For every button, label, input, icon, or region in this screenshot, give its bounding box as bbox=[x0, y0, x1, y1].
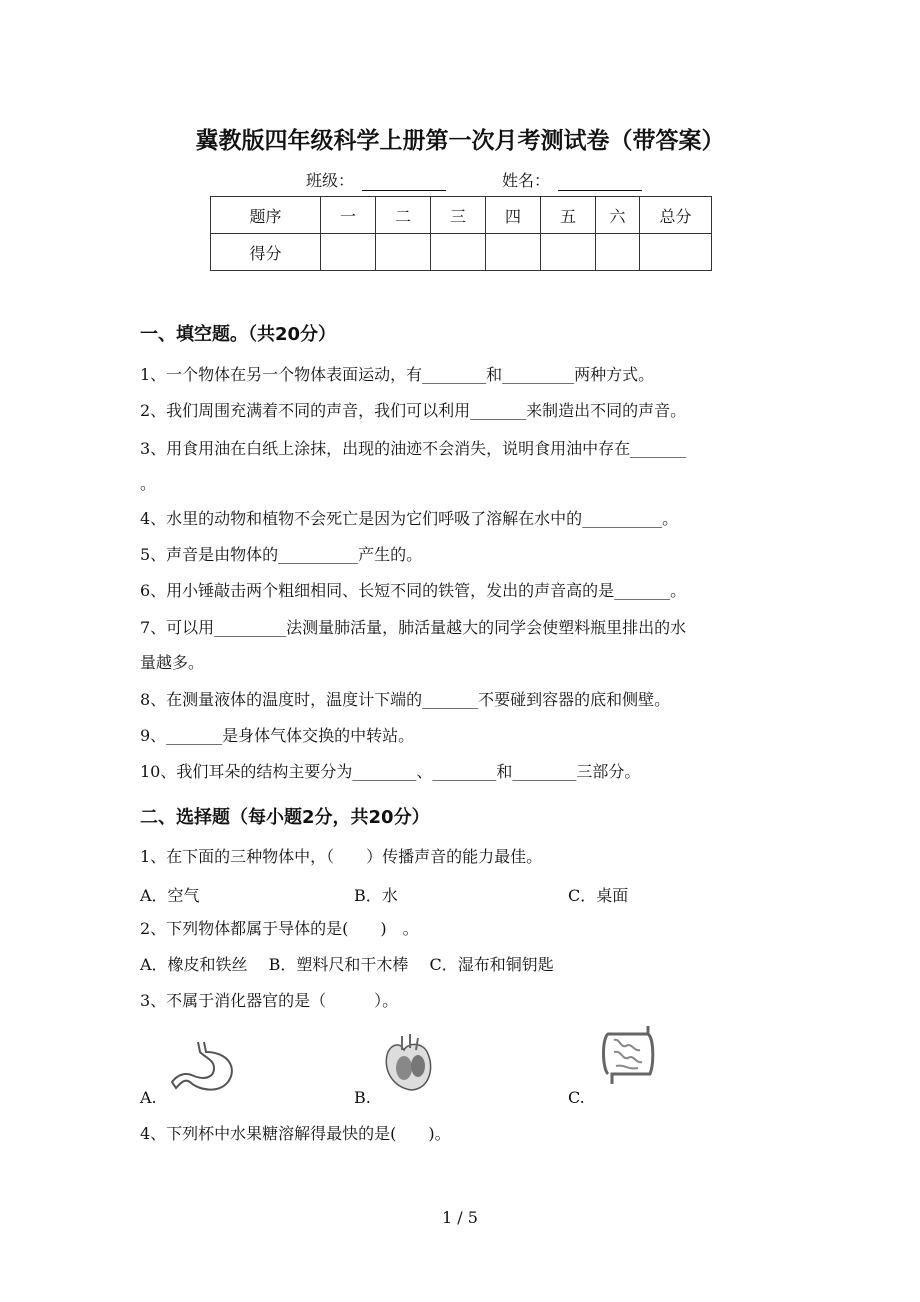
class-blank bbox=[362, 174, 446, 191]
option-a: A. bbox=[140, 1088, 157, 1107]
page-number: 1 / 5 bbox=[442, 1208, 478, 1227]
question-line: 6、用小锤敲击两个粗细相同、长短不同的铁管，发出的声音高的是_______。 bbox=[140, 581, 687, 600]
question-line: 4、水里的动物和植物不会死亡是因为它们呼吸了溶解在水中的__________。 bbox=[140, 509, 679, 528]
question-line: 1、在下面的三种物体中，（ ）传播声音的能力最佳。 bbox=[140, 847, 543, 866]
question-options: A．橡皮和铁丝 B．塑料尺和干木棒 C．湿布和铜钥匙 bbox=[140, 955, 554, 974]
table-cell: 四 bbox=[486, 197, 541, 234]
question-line: 5、声音是由物体的__________产生的。 bbox=[140, 545, 423, 564]
score-cell[interactable] bbox=[376, 234, 431, 271]
option-c: C. bbox=[568, 1088, 585, 1107]
class-label: 班级： bbox=[306, 171, 355, 190]
table-cell: 一 bbox=[321, 197, 376, 234]
class-field bbox=[306, 168, 446, 191]
question-line: 4、下列杯中水果糖溶解得最快的是( )。 bbox=[140, 1124, 451, 1143]
option-a: A．空气 bbox=[140, 886, 200, 905]
score-cell[interactable] bbox=[431, 234, 486, 271]
table-cell: 六 bbox=[596, 197, 640, 234]
option-c: C．桌面 bbox=[568, 886, 629, 905]
question-line: 7、可以用_________法测量肺活量，肺活量越大的同学会使塑料瓶里排出的水 bbox=[140, 618, 687, 637]
score-cell[interactable] bbox=[541, 234, 596, 271]
score-cell[interactable] bbox=[640, 234, 712, 271]
table-cell: 三 bbox=[431, 197, 486, 234]
section-heading: 一、填空题。（共20分） bbox=[140, 324, 337, 345]
table-row bbox=[211, 234, 712, 271]
heart-image bbox=[378, 1032, 438, 1094]
score-table bbox=[210, 196, 712, 271]
option-b: B. bbox=[354, 1088, 371, 1107]
question-line: 3、不属于消化器官的是（ ）。 bbox=[140, 991, 399, 1010]
question-line: 。 bbox=[140, 474, 157, 493]
table-cell: 题序 bbox=[211, 197, 321, 234]
question-line: 1、一个物体在另一个物体表面运动，有________和_________两种方式。 bbox=[140, 365, 655, 384]
stomach-image bbox=[168, 1038, 240, 1094]
score-cell[interactable] bbox=[486, 234, 541, 271]
question-line: 2、我们周围充满着不同的声音，我们可以利用_______来制造出不同的声音。 bbox=[140, 401, 687, 420]
table-cell: 五 bbox=[541, 197, 596, 234]
name-field bbox=[502, 168, 642, 191]
table-row bbox=[211, 197, 712, 234]
question-line: 10、我们耳朵的结构主要分为________、________和________三部分。 bbox=[140, 762, 641, 781]
question-line: 量越多。 bbox=[140, 653, 205, 672]
name-blank bbox=[558, 174, 642, 191]
question-line: 9、_______是身体气体交换的中转站。 bbox=[140, 726, 415, 745]
question-line: 8、在测量液体的温度时，温度计下端的_______不要碰到容器的底和侧壁。 bbox=[140, 690, 671, 709]
table-cell: 得分 bbox=[211, 234, 321, 271]
intestine-image bbox=[598, 1024, 658, 1086]
score-cell[interactable] bbox=[321, 234, 376, 271]
section-heading: 二、选择题（每小题2分，共20分） bbox=[140, 807, 430, 828]
page-title: 冀教版四年级科学上册第一次月考测试卷（带答案） bbox=[195, 128, 725, 154]
table-cell: 总分 bbox=[640, 197, 712, 234]
question-line: 2、下列物体都属于导体的是( ) 。 bbox=[140, 919, 419, 938]
option-b: B．水 bbox=[354, 886, 398, 905]
table-cell: 二 bbox=[376, 197, 431, 234]
name-label: 姓名： bbox=[502, 171, 551, 190]
score-cell[interactable] bbox=[596, 234, 640, 271]
question-line: 3、用食用油在白纸上涂抹，出现的油迹不会消失，说明食用油中存在_______ bbox=[140, 439, 687, 458]
